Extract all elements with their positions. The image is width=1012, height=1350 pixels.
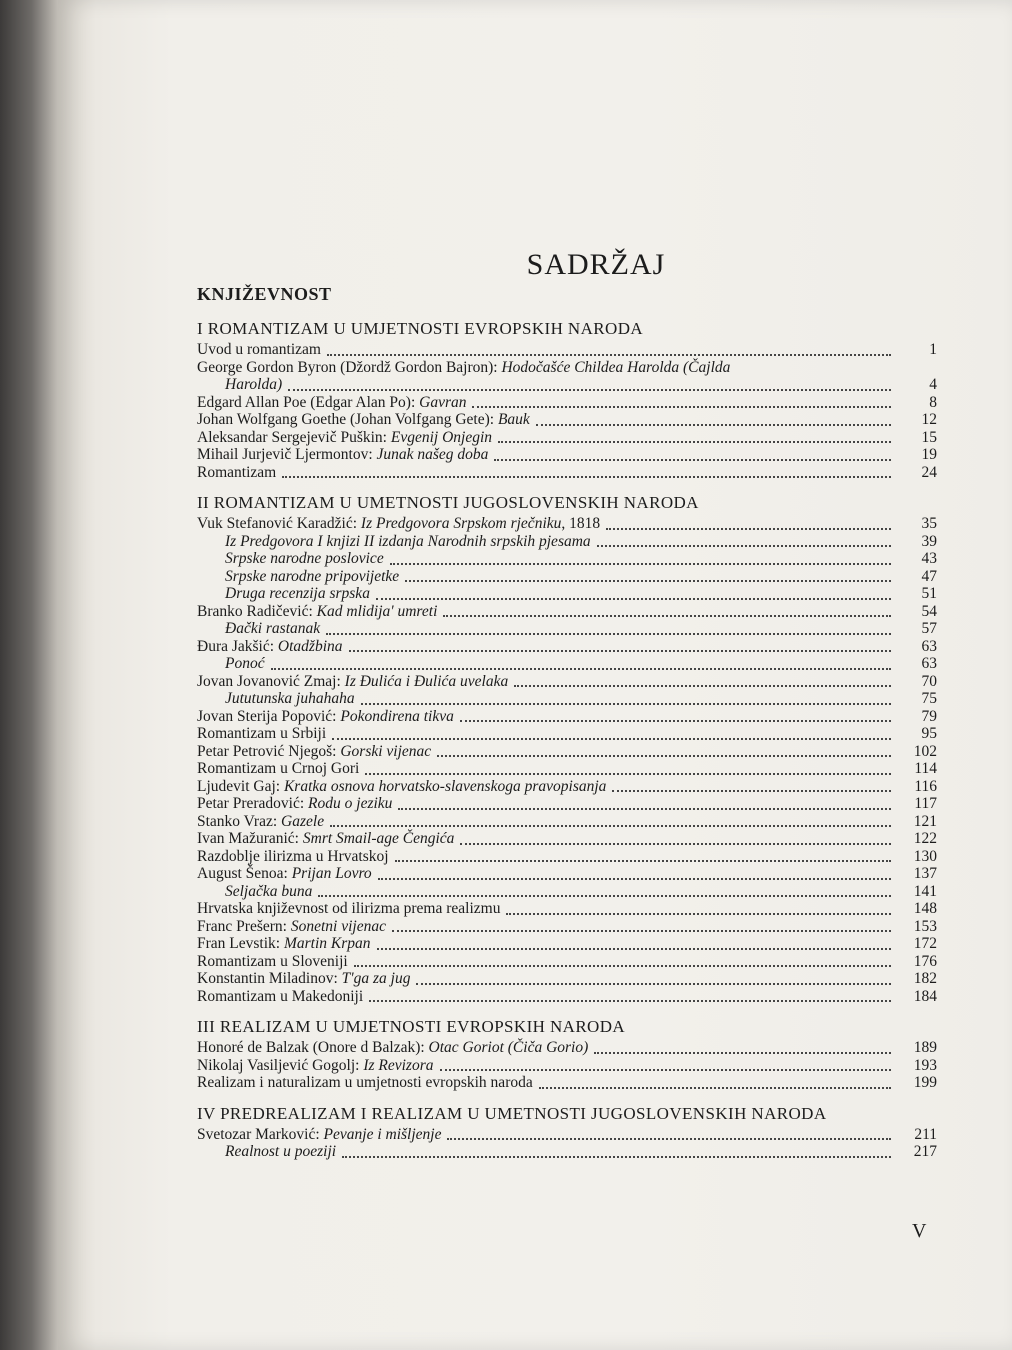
entry-work: Romantizam u Crnoj Gori [197, 760, 360, 777]
section-title: III REALIZAM U UMJETNOSTI EVROPSKIH NARODA [197, 1017, 626, 1036]
entry-author: Konstantin Miladinov: [197, 970, 342, 987]
entry-page-number: 116 [914, 777, 937, 795]
toc-section [185, 1104, 937, 1161]
dot-leader [472, 405, 891, 408]
toc-entry [197, 1039, 937, 1057]
toc-entry [197, 411, 937, 429]
entry-work: Uvod u romantizam [197, 341, 321, 358]
toc-section [185, 319, 937, 481]
page-number-folio: V [912, 1220, 927, 1242]
entry-page-number: 199 [913, 1074, 937, 1091]
entry-text [197, 708, 454, 726]
entry-work: Rodu o jeziku [308, 795, 393, 812]
entry-work: Hodočašće Childea Harolda (Čajlda [501, 358, 731, 376]
entry-text [197, 1039, 588, 1057]
entry-page-number: 39 [921, 532, 937, 550]
toc-entry [197, 813, 937, 831]
entry-page-number: 102 [913, 742, 937, 760]
entry-page-number: 54 [921, 602, 937, 620]
entry-page-number: 63 [921, 655, 937, 672]
entry-work: Junak našeg doba [376, 446, 489, 463]
dot-leader [460, 719, 891, 722]
dot-leader [349, 649, 891, 652]
entry-work: Romantizam [197, 463, 277, 481]
dot-leader [282, 475, 891, 478]
toc-entry [197, 848, 937, 866]
entry-text [197, 970, 410, 988]
entry-text [225, 533, 591, 551]
entry-text [197, 446, 488, 464]
entry-author: Branko Radičević: [197, 602, 317, 620]
entry-suffix: , 1818 [561, 515, 601, 532]
toc-entry [225, 533, 937, 551]
entry-work: Iz Đulića i Đulića uvelaka [344, 672, 509, 690]
dot-leader [539, 1086, 891, 1089]
entry-author: Vuk Stefanović Karadžić: [197, 515, 361, 532]
entry-author: Jovan Jovanović Zmaj: [197, 672, 345, 690]
entry-page-number: 130 [913, 847, 937, 865]
dot-leader [327, 353, 891, 356]
dot-leader [318, 894, 891, 897]
entry-author: Petar Preradović: [197, 795, 309, 812]
entry-text [197, 515, 600, 533]
entry-page-number: 211 [914, 1125, 937, 1143]
entry-author: Stanko Vraz: [197, 812, 282, 830]
dot-leader [612, 789, 891, 792]
entry-work: Gavran [419, 393, 467, 411]
entry-work: Srpske narodne poslovice [225, 550, 384, 567]
entry-page-number: 12 [921, 411, 937, 428]
entry-author: Nikolaj Vasiljević Gogolj: [197, 1056, 364, 1074]
entry-work: T'ga za jug [341, 970, 411, 987]
entry-page-number: 57 [921, 620, 937, 637]
entry-text [197, 725, 326, 743]
entry-work: Bauk [497, 411, 530, 428]
entry-text [197, 1074, 533, 1092]
entry-text [197, 359, 730, 377]
toc-section [185, 1017, 937, 1092]
dot-leader [330, 824, 891, 827]
toc-entry [197, 708, 937, 726]
entry-text [225, 1143, 336, 1161]
entry-page-number: 1 [929, 341, 937, 358]
toc-entry [197, 795, 937, 813]
dot-leader [597, 544, 891, 547]
dot-leader [398, 807, 891, 810]
entry-text [197, 900, 500, 918]
toc-entry [225, 550, 937, 568]
dot-leader [536, 423, 891, 426]
entry-text [197, 830, 454, 848]
entry-text [225, 550, 384, 568]
dot-leader [361, 702, 891, 705]
dot-leader [440, 1068, 892, 1071]
entry-text [197, 795, 392, 813]
entry-text [197, 813, 324, 831]
entry-work: Đački rastanak [225, 620, 321, 637]
entry-page-number: 182 [913, 970, 937, 987]
entry-page-number: 184 [913, 987, 937, 1005]
entry-page-number: 35 [921, 515, 937, 532]
entry-page-number: 63 [921, 637, 937, 655]
dot-leader [288, 388, 891, 391]
toc-entry [197, 743, 937, 761]
entry-text [225, 690, 355, 708]
toc-entry [225, 1143, 937, 1161]
dot-leader [443, 614, 891, 617]
entry-text [197, 988, 363, 1006]
entry-page-number: 148 [913, 900, 937, 917]
toc-entry [197, 464, 937, 482]
entry-work: Kad mlidija' umreti [316, 602, 438, 620]
dot-leader [437, 754, 891, 757]
entry-text [197, 411, 530, 429]
entry-work: Iz Revizora [363, 1056, 434, 1074]
dot-leader [392, 929, 891, 932]
toc-entry [197, 359, 937, 377]
entry-page-number: 75 [921, 690, 937, 707]
dot-leader [506, 912, 891, 915]
toc-entry [197, 429, 937, 447]
entry-page-number: 176 [913, 952, 937, 970]
entry-page-number: 51 [921, 585, 937, 602]
toc-sections [185, 319, 937, 1161]
entry-page-number: 153 [913, 917, 937, 935]
toc-entry [197, 935, 937, 953]
entry-text [197, 464, 276, 482]
entry-work: Otadžbina [277, 637, 343, 655]
entry-work: Pevanje i mišljenje [323, 1125, 442, 1143]
entry-page-number: 114 [914, 760, 937, 777]
entry-text [197, 429, 492, 447]
entry-author: Đura Jakšić: [197, 637, 278, 655]
dot-leader [332, 737, 891, 740]
entry-work: Romantizam u Srbiji [197, 725, 327, 742]
toc-entry [197, 970, 937, 988]
entry-work: Martin Krpan [283, 935, 371, 952]
entry-page-number: 189 [913, 1039, 937, 1056]
entry-work: Gazele [281, 812, 325, 830]
dot-leader [369, 999, 891, 1002]
toc-entry [197, 830, 937, 848]
entry-page-number: 15 [921, 428, 937, 446]
dot-leader [271, 667, 891, 670]
entry-page-number: 193 [913, 1056, 937, 1074]
toc-entry [197, 900, 937, 918]
entry-author: Svetozar Marković: [197, 1125, 324, 1143]
entry-page-number: 4 [929, 376, 937, 393]
dot-leader [606, 527, 891, 530]
entry-work: Romantizam u Sloveniji [197, 952, 348, 970]
entry-text [225, 376, 282, 394]
entry-author: Mihail Jurjevič Ljermontov: [197, 446, 377, 463]
toc-entry [197, 760, 937, 778]
entry-page-number: 24 [921, 463, 937, 481]
dot-leader [405, 579, 891, 582]
toc-entry [197, 341, 937, 359]
entry-page-number: 70 [921, 672, 937, 690]
entry-author: George Gordon Byron (Džordž Gordon Bajron): [197, 358, 502, 376]
entry-text [197, 638, 343, 656]
entry-text [197, 935, 371, 953]
dot-leader [378, 877, 891, 880]
entry-text [225, 620, 320, 638]
entry-text [197, 848, 389, 866]
toc-entry [197, 446, 937, 464]
entry-page-number: 8 [929, 393, 937, 411]
toc-entry [197, 1057, 937, 1075]
entry-work: Realizam i naturalizam u umjetnosti evropskih naroda [197, 1074, 533, 1091]
entry-text [197, 865, 372, 883]
toc-entry [197, 725, 937, 743]
toc-entry [197, 988, 937, 1006]
entry-page-number: 117 [914, 795, 937, 812]
entry-work: Ponoć [225, 655, 265, 672]
section-title: IV PREDREALIZAM I REALIZAM U UMETNOSTI JUGOSLOVENSKIH NARODA [197, 1103, 827, 1123]
entry-work: Sonetni vijenac [290, 917, 386, 935]
entry-text [197, 743, 431, 761]
entry-work: Pokondirena tikva [340, 707, 454, 725]
entry-work: Razdoblje ilirizma u Hrvatskoj [197, 847, 389, 865]
toc-entry [197, 603, 937, 621]
dot-leader [354, 964, 891, 967]
entry-text [197, 1126, 441, 1144]
entry-work: Harolda) [225, 376, 283, 393]
dot-leader [460, 842, 891, 845]
toc-entry [225, 620, 937, 638]
toc-entry [197, 394, 937, 412]
entry-work: Hrvatska književnost od ilirizma prema realizmu [197, 900, 501, 917]
entry-work: Iz Predgovora I knjizi II izdanja Narodnih srpskih pjesama [225, 532, 591, 550]
entry-author: Petar Petrović Njegoš: [197, 742, 341, 760]
entry-text [197, 603, 437, 621]
entry-text [225, 655, 265, 673]
entry-text [197, 760, 359, 778]
entry-author: Jovan Sterija Popović: [197, 707, 341, 725]
entry-text [197, 778, 606, 796]
entry-work: Evgenij Onjegin [390, 428, 493, 446]
toc-entry [225, 376, 937, 394]
entry-page-number: 43 [921, 550, 937, 567]
entry-work: Druga recenzija srpska [225, 585, 370, 602]
toc-entry [225, 883, 937, 901]
entry-text [197, 341, 321, 359]
entry-page-number: 141 [913, 882, 937, 900]
dot-leader [494, 458, 891, 461]
entry-page-number: 137 [913, 865, 937, 882]
entry-author: Franc Prešern: [197, 917, 291, 935]
toc-entry [197, 1074, 937, 1092]
entry-work: Iz Predgovora Srpskom rječniku [360, 515, 562, 532]
section-title: II ROMANTIZAM U UMETNOSTI JUGOSLOVENSKIH NARODA [197, 493, 699, 512]
dot-leader [447, 1137, 891, 1140]
entry-author: Edgard Allan Poe (Edgar Alan Po): [197, 393, 420, 411]
dot-leader [376, 597, 891, 600]
dot-leader [498, 440, 891, 443]
entry-text [197, 918, 386, 936]
entry-work: Realnost u poeziji [225, 1143, 337, 1160]
dot-leader [390, 562, 891, 565]
dot-leader [342, 1155, 891, 1158]
entry-work: Seljačka buna [225, 882, 313, 900]
toc-entry [225, 568, 937, 586]
entry-work: Otac Goriot (Čiča Gorio) [428, 1039, 589, 1056]
entry-text [197, 394, 466, 412]
entry-author: Aleksandar Sergejevič Puškin: [197, 428, 391, 446]
entry-page-number: 47 [921, 567, 937, 585]
toc-entry [197, 953, 937, 971]
part-heading: KNJIŽEVNOST [197, 284, 332, 304]
page-title: SADRŽAJ [526, 248, 666, 281]
entry-author: Honoré de Balzak (Onore d Balzak): [197, 1039, 429, 1056]
dot-leader [377, 947, 891, 950]
toc-entry [197, 515, 937, 533]
entry-author: Ivan Mažuranić: [197, 830, 303, 847]
entry-text [197, 953, 348, 971]
entry-page-number: 122 [913, 830, 937, 847]
toc-section [185, 493, 937, 1005]
toc-entry [225, 655, 937, 673]
dot-leader [514, 684, 891, 687]
entry-author: August Šenoa: [197, 865, 292, 882]
entry-work: Smrt Smail-age Čengića [302, 830, 455, 847]
entry-work: Prijan Lovro [291, 865, 372, 882]
entry-work: Gorski vijenac [340, 742, 432, 760]
entry-work: Jututunska juhahaha [225, 690, 355, 707]
entry-author: Fran Levstik: [197, 935, 284, 952]
toc-entry [197, 673, 937, 691]
entry-page-number: 172 [913, 935, 937, 952]
table-of-contents [185, 248, 937, 1173]
entry-text [225, 568, 399, 586]
entry-text [225, 883, 312, 901]
section-title: I ROMANTIZAM U UMJETNOSTI EVROPSKIH NARODA [197, 319, 644, 338]
dot-leader [326, 632, 891, 635]
toc-entry [197, 1126, 937, 1144]
entry-text [197, 1057, 434, 1075]
dot-leader [416, 982, 891, 985]
entry-page-number: 79 [921, 707, 937, 725]
dot-leader [395, 859, 891, 862]
entry-work: Romantizam u Makedoniji [197, 987, 364, 1005]
toc-entry [225, 690, 937, 708]
entry-page-number: 217 [913, 1143, 937, 1160]
entry-work: Srpske narodne pripovijetke [225, 567, 400, 585]
toc-entry [197, 865, 937, 883]
dot-leader [365, 772, 891, 775]
entry-author: Johan Wolfgang Goethe (Johan Volfgang Gete): [197, 411, 498, 428]
entry-page-number: 121 [913, 812, 937, 830]
dot-leader [594, 1051, 891, 1054]
entry-text [225, 585, 370, 603]
entry-text [197, 673, 508, 691]
toc-entry [225, 585, 937, 603]
toc-entry [197, 918, 937, 936]
entry-author: Ljudevit Gaj: [197, 777, 284, 795]
toc-entry [197, 638, 937, 656]
toc-entry [197, 778, 937, 796]
entry-page-number: 19 [921, 446, 937, 463]
entry-page-number: 95 [921, 725, 937, 742]
entry-work: Kratka osnova horvatsko-slavenskoga pravopisanja [283, 777, 607, 795]
